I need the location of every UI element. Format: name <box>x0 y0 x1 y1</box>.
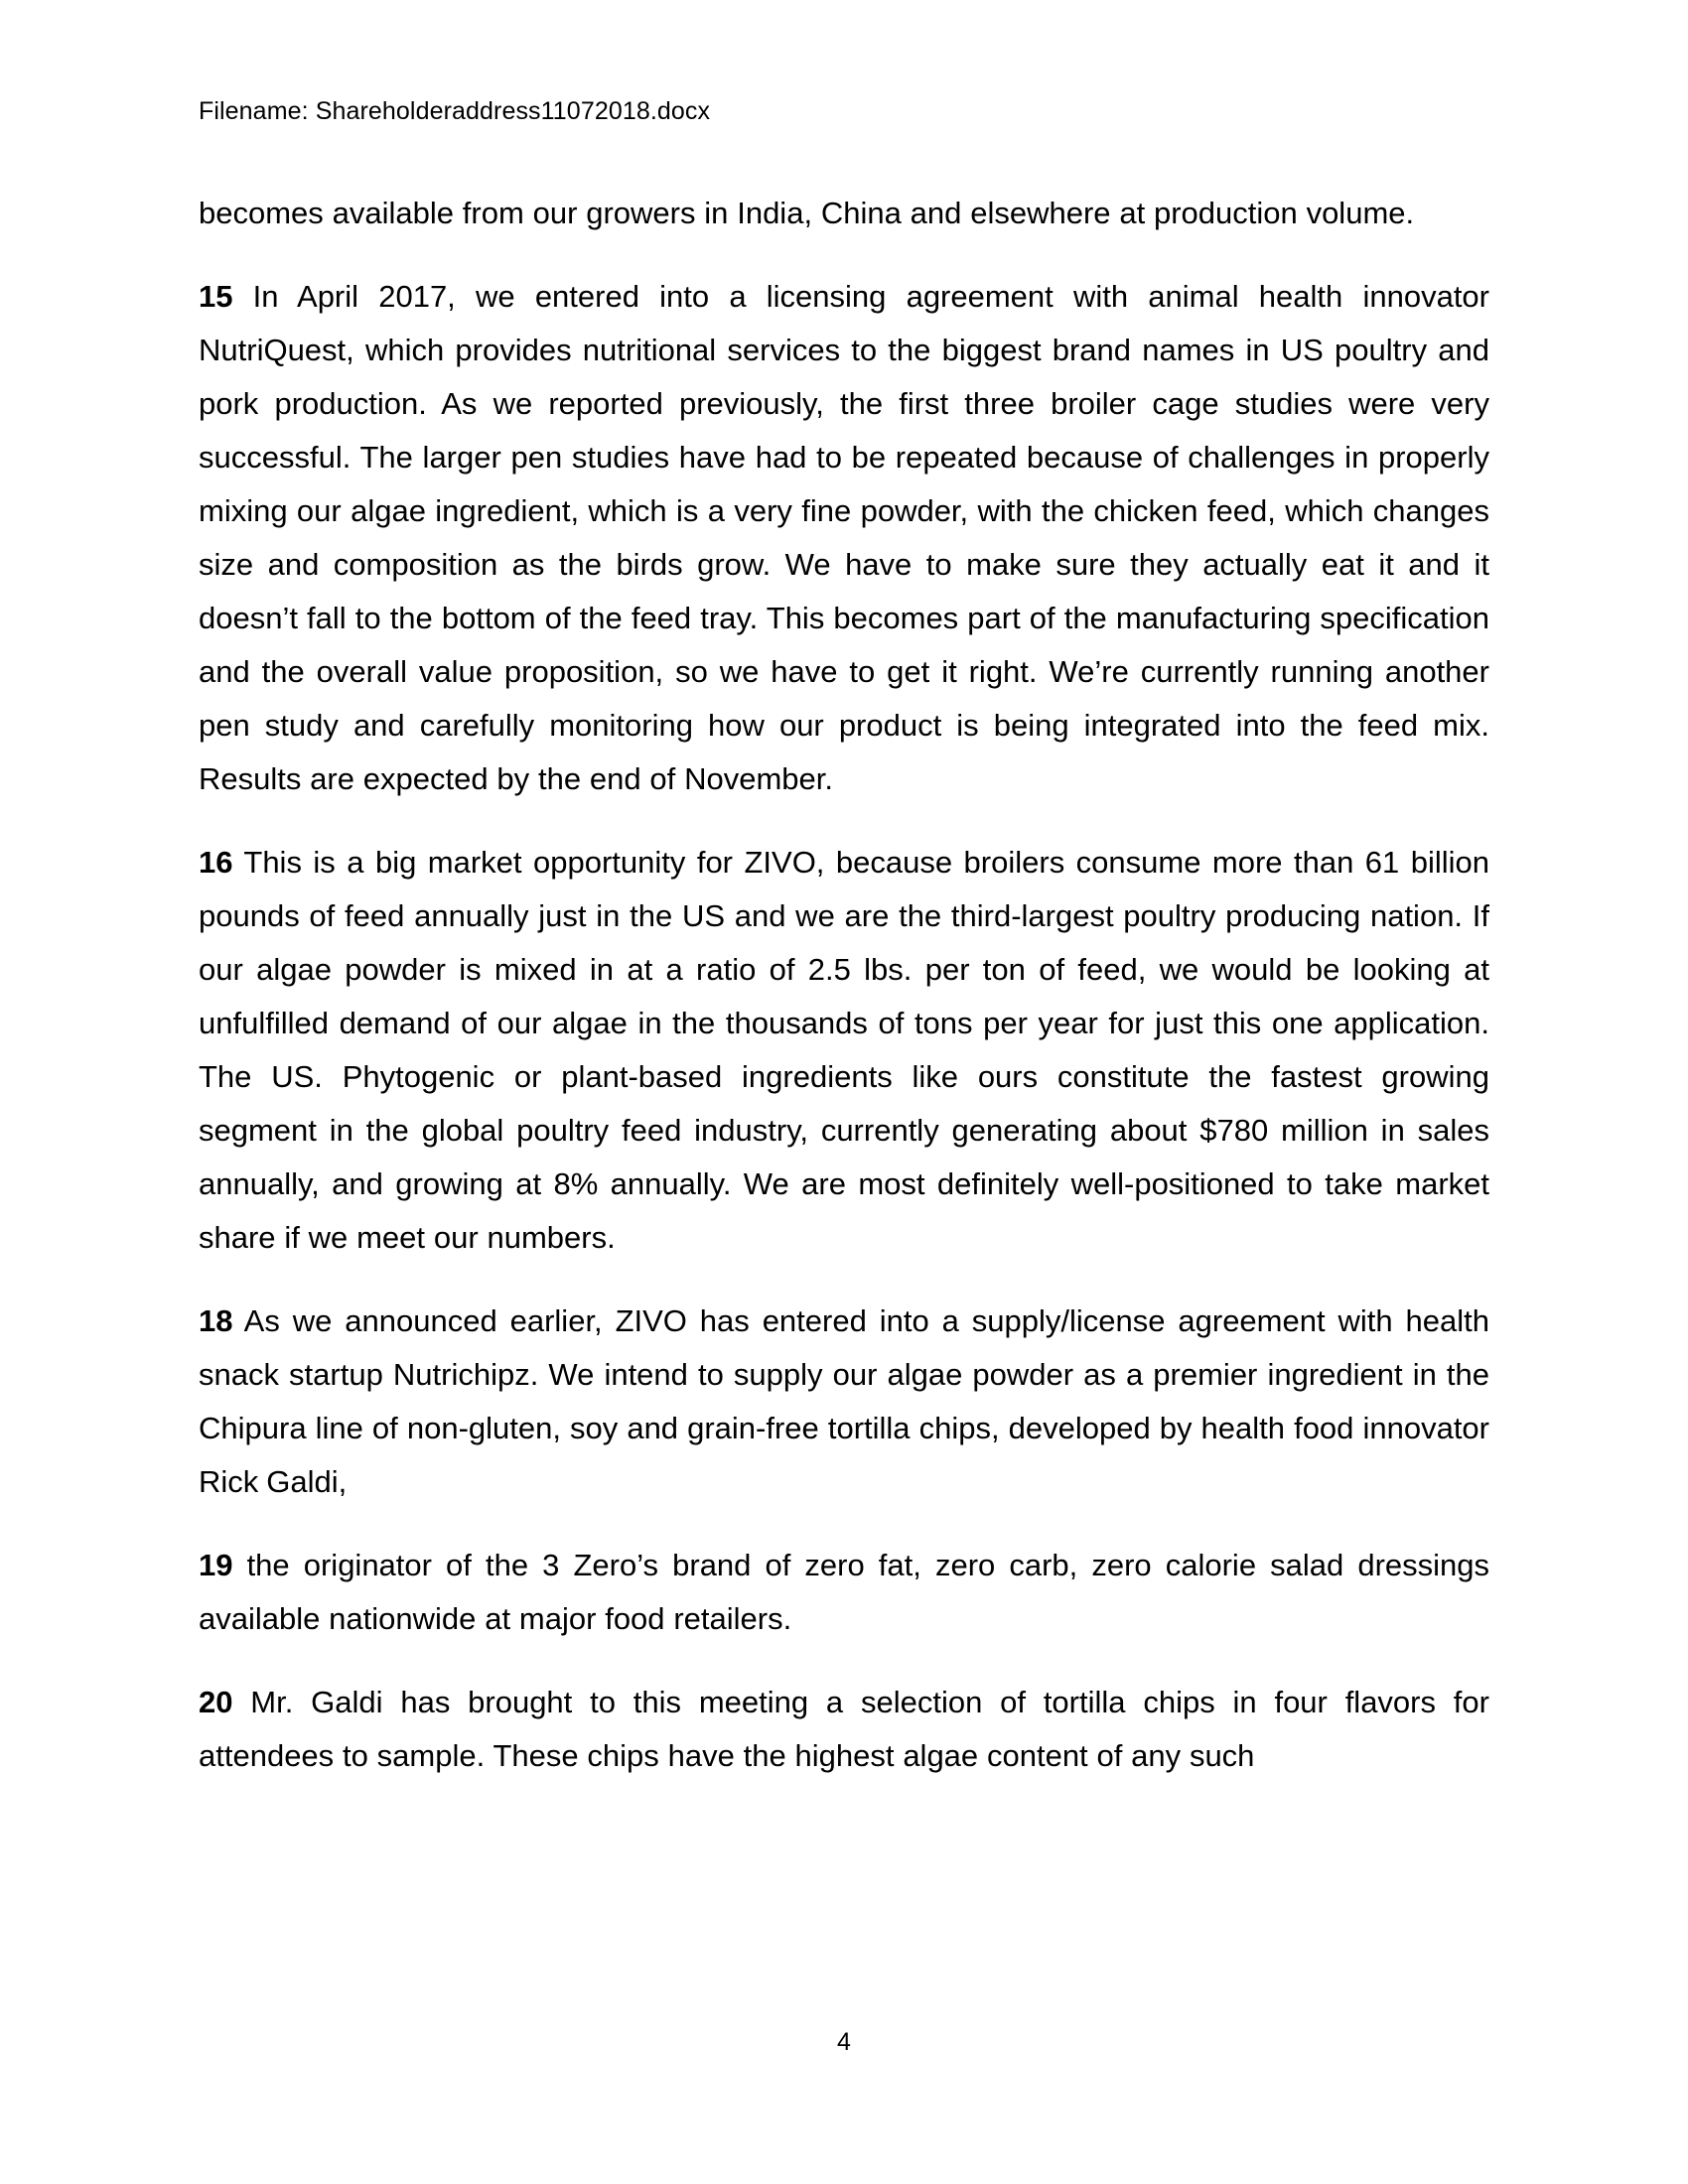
paragraph-number: 20 <box>199 1685 233 1719</box>
paragraph-number: 16 <box>199 845 233 880</box>
paragraph-number: 18 <box>199 1303 233 1338</box>
paragraph-number: 15 <box>199 279 233 314</box>
filename-header: Filename: Shareholderaddress11072018.docx <box>199 97 711 125</box>
paragraph-text: the originator of the 3 Zero’s brand of zero fat, zero carb, zero calorie salad dressings available nationwide at major food retailers. <box>199 1548 1489 1636</box>
paragraph-text: becomes available from our growers in India, China and elsewhere at production volume. <box>199 196 1415 230</box>
paragraph-text: Mr. Galdi has brought to this meeting a selection of tortilla chips in four flavors for attendees to sample. These chips have the highest algae content of any such <box>199 1685 1489 1773</box>
paragraph-16 <box>199 836 1489 1265</box>
paragraph-20 <box>199 1676 1489 1783</box>
paragraph-text: This is a big market opportunity for ZIVO, because broilers consume more than 61 billion pounds of feed annually just in the US and we are the third-largest poultry producing nation. If our algae powder is mixed in at a ratio of 2.5 lbs. per ton of feed, we would be looking at unfulfilled demand of our algae in the thousands of tons per year for just this one application. The US. Phytogenic or plant-based ingredients like ours constitute the fastest growing segment in the global poultry feed industry, currently generating about $780 million in sales annually, and growing at 8% annually. We are most definitely well-positioned to take market share if we meet our numbers. <box>199 845 1489 1255</box>
paragraph-19 <box>199 1539 1489 1646</box>
paragraph-number: 19 <box>199 1548 233 1582</box>
paragraph-intro <box>199 187 1489 240</box>
paragraph-text: In April 2017, we entered into a licensing agreement with animal health innovator NutriQuest, which provides nutritional services to the biggest brand names in US poultry and pork production. As we reported previously, the first three broiler cage studies were very successful. The larger pen studies have had to be repeated because of challenges in properly mixing our algae ingredient, which is a very fine powder, with the chicken feed, which changes size and composition as the birds grow. We have to make sure they actually eat it and it doesn’t fall to the bottom of the feed tray. This becomes part of the manufacturing specification and the overall value proposition, so we have to get it right. We’re currently running another pen study and carefully monitoring how our product is being integrated into the feed mix. Results are expected by the end of November. <box>199 279 1489 796</box>
document-body <box>199 187 1489 1783</box>
page-number: 4 <box>837 2028 851 2056</box>
paragraph-18 <box>199 1295 1489 1509</box>
paragraph-text: As we announced earlier, ZIVO has entered into a supply/license agreement with health snack startup Nutrichipz. We intend to supply our algae powder as a premier ingredient in the Chipura line of non-gluten, soy and grain-free tortilla chips, developed by health food innovator Rick Galdi, <box>199 1303 1489 1499</box>
paragraph-15 <box>199 270 1489 806</box>
